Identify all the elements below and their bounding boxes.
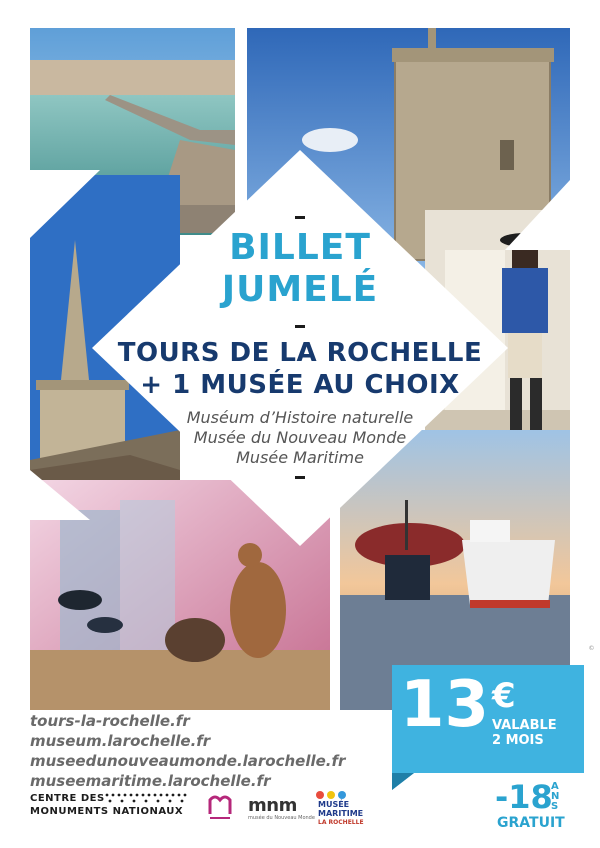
- dash-separator: [295, 216, 305, 219]
- maritime-logo-line2: MARITIME: [318, 809, 364, 818]
- cmn-logo-line1: CENTRE DES: [30, 793, 105, 804]
- validity-line1: VALABLE: [492, 718, 557, 733]
- maritime-logo-dot: [316, 791, 324, 799]
- photo-credit: ©: [588, 645, 595, 652]
- website-link[interactable]: tours-la-rochelle.fr: [30, 712, 190, 730]
- price-amount: 13: [400, 668, 490, 742]
- museum-item: Musée du Nouveau Monde: [193, 428, 407, 447]
- age-limit: -18: [495, 778, 553, 816]
- cmn-logo-line2: MONUMENTS NATIONAUX: [30, 806, 184, 817]
- museum-logo-icon: [206, 790, 236, 822]
- dash-separator: [295, 476, 305, 479]
- maritime-logo-dot: [327, 791, 335, 799]
- subheadline-line2: + 1 MUSÉE AU CHOIX: [140, 370, 460, 400]
- divider: [330, 470, 340, 710]
- museum-item: Muséum d’Histoire naturelle: [186, 408, 414, 427]
- mnm-logo-sub: musée du Nouveau Monde: [248, 815, 315, 821]
- museum-item: Musée Maritime: [236, 448, 364, 467]
- age-unit: ANS: [551, 781, 560, 812]
- validity-line2: 2 MOIS: [492, 733, 544, 748]
- headline-line1: BILLET: [229, 227, 371, 268]
- maritime-logo-line1: MUSÉE: [318, 800, 350, 809]
- price-currency: €: [492, 676, 516, 716]
- dash-separator: [295, 325, 305, 328]
- maritime-logo-line3: LA ROCHELLE: [318, 819, 364, 826]
- mnm-logo: mnm: [248, 795, 297, 816]
- website-link[interactable]: museemaritime.larochelle.fr: [30, 772, 271, 790]
- headline-line2: JUMELÉ: [221, 269, 379, 310]
- subheadline-line1: TOURS DE LA ROCHELLE: [117, 338, 483, 368]
- maritime-logo-dot: [338, 791, 346, 799]
- free-label: GRATUIT: [497, 815, 565, 831]
- divider: [235, 28, 247, 150]
- website-link[interactable]: museedunouveaumonde.larochelle.fr: [30, 752, 346, 770]
- cmn-dots-icon: [104, 792, 192, 804]
- website-link[interactable]: museum.larochelle.fr: [30, 732, 211, 750]
- maritime-logo: [318, 800, 364, 827]
